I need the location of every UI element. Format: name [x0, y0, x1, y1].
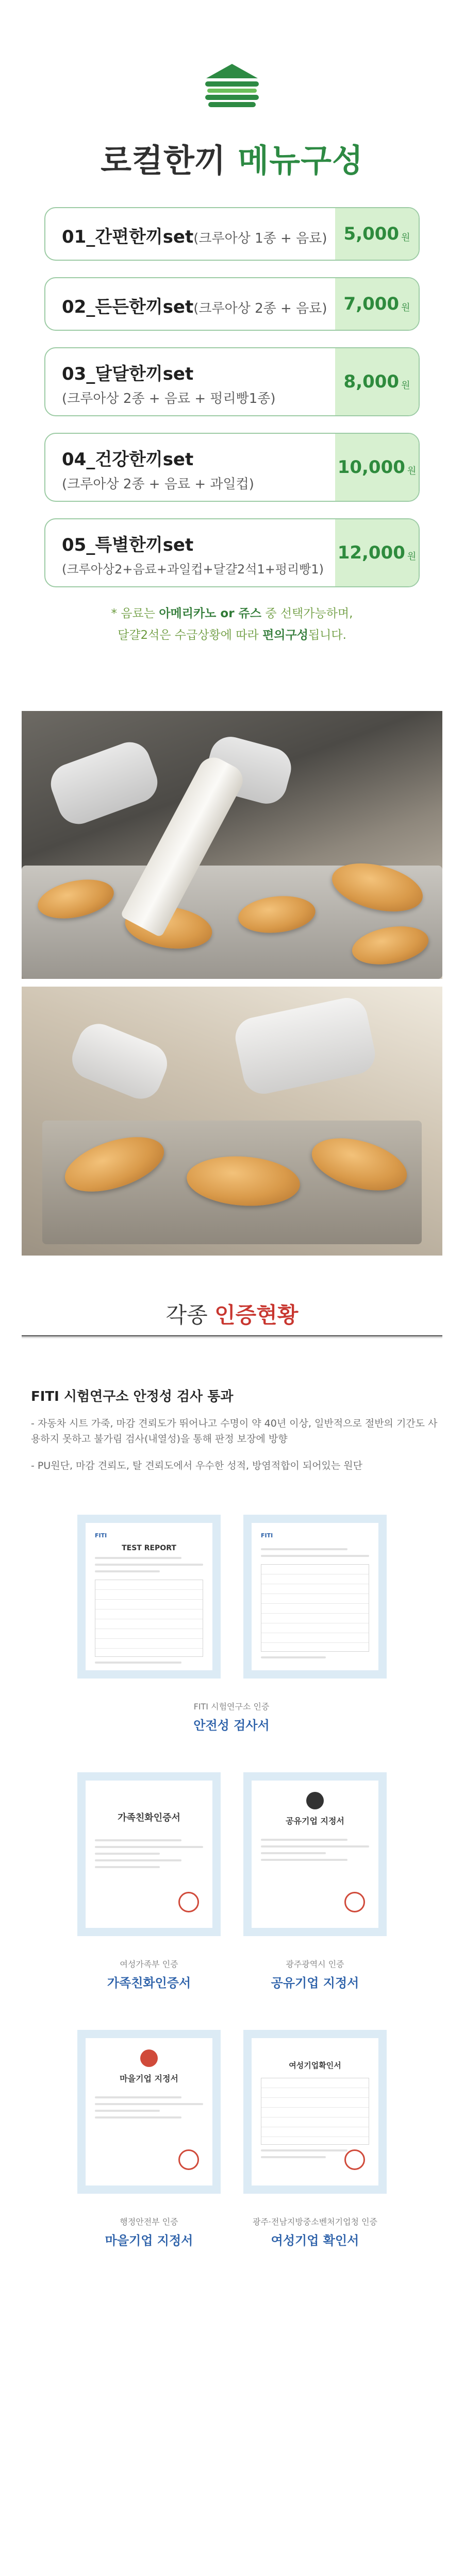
document-image	[252, 1523, 378, 1670]
seal-icon	[344, 1892, 365, 1912]
caption-sub: 여성가족부 인증	[120, 1959, 178, 1969]
bakery-photo-2	[22, 987, 442, 1256]
menu-item-4	[44, 433, 420, 502]
menu-note-line1	[0, 603, 464, 624]
menu-item-price-box	[335, 348, 419, 415]
menu-item-price: 12,000	[337, 543, 405, 563]
divider	[22, 1335, 442, 1336]
caption-main: 여성기업 확인서	[271, 2233, 359, 2248]
menu-note	[0, 603, 464, 646]
doc-header: 가족친화인증서	[118, 1812, 180, 1823]
note-highlight: 아메리카노 or 쥬스	[159, 607, 261, 620]
document-image	[252, 2038, 378, 2185]
menu-item-price-box	[335, 208, 419, 260]
menu-item-won: 원	[401, 380, 410, 391]
cert-doc-family	[77, 1772, 221, 1936]
menu-note-line2	[0, 624, 464, 646]
menu-item-detail: (크루아상 1종 + 음료)	[193, 231, 327, 246]
menu-item-price-box	[335, 434, 419, 501]
caption-main: 공유기업 지정서	[271, 1976, 359, 1990]
cert-desc-1: - 자동차 시트 가죽, 마감 견뢰도가 뛰어나고 수명이 약 40년 이상, 일반적으로 절반의 기간도 사용하지 못하고 불가림 검사(내열성)을 통해 판정 보장에 방향	[31, 1418, 438, 1445]
menu-item-price: 7,000	[343, 294, 400, 314]
emblem-icon	[140, 2049, 158, 2067]
doc-header: 마을기업 지정서	[120, 2074, 178, 2083]
cert-title	[0, 1298, 464, 1329]
cert-title-part2: 인증현황	[214, 1302, 299, 1328]
menu-item-name: 02_든든한끼set	[62, 297, 194, 317]
glove	[66, 1018, 173, 1105]
menu-item-detail: (크루아상 2종 + 음료 + 과일컵)	[62, 477, 254, 492]
menu-item-5	[44, 518, 420, 587]
seal-icon	[344, 2149, 365, 2170]
cert-title-part1: 각종	[165, 1302, 208, 1328]
glove	[231, 994, 379, 1098]
menu-title-part1: 로컬한끼	[101, 142, 226, 179]
cert-caption-4	[243, 1958, 387, 1991]
document-image	[86, 1781, 212, 1928]
menu-title	[0, 135, 464, 181]
menu-item-name: 05_특별한끼set	[62, 535, 194, 555]
divider	[22, 1337, 442, 1338]
sandwich-icon	[200, 61, 264, 110]
note-text: 중 선택가능하며,	[265, 607, 353, 620]
menu-item-won: 원	[401, 232, 410, 243]
caption-sub: 광주·전남지방중소벤처기업청 인증	[252, 2217, 377, 2227]
menu-item-name: 03_달달한끼set	[62, 364, 194, 384]
note-text: 달걀2석은 수급상황에 따라	[118, 629, 259, 642]
doc-logo: FITI	[261, 1532, 273, 1539]
menu-item-won: 원	[401, 302, 410, 313]
caption-main: 마을기업 지정서	[105, 2233, 193, 2248]
note-highlight: 편의구성	[262, 629, 308, 642]
seal-icon	[178, 2149, 199, 2170]
menu-title-part2: 메뉴구성	[238, 142, 363, 179]
menu-item-detail: (크루아상 2종 + 음료 + 펑리빵1종)	[62, 391, 276, 406]
cert-desc-2: - PU원단, 마감 견뢰도, 탈 견뢰도에서 우수한 성적, 방염적합이 되어있는 원단	[31, 1460, 363, 1471]
document-image	[86, 2038, 212, 2185]
caption-sub: 광주광역시 인증	[286, 1959, 344, 1969]
cert-doc-women	[243, 2030, 387, 2194]
seal-icon	[178, 1892, 199, 1912]
bakery-photo-1	[22, 711, 442, 979]
menu-item-2	[44, 277, 420, 331]
cert-subtitle: FITI 시험연구소 안정성 검사 통과	[31, 1389, 234, 1404]
menu-item-detail: (크루아상2+음료+과일컵+달걀2석1+펑리빵1)	[62, 562, 324, 577]
caption-main: 가족친화인증서	[107, 1976, 191, 1990]
menu-item-price-box	[335, 519, 419, 586]
cert-caption-5	[77, 2215, 221, 2248]
cert-doc-village	[77, 2030, 221, 2194]
doc-header: TEST REPORT	[122, 1544, 176, 1552]
caption-main: 안전성 검사서	[193, 1718, 270, 1733]
menu-item-won: 원	[407, 466, 417, 477]
cert-doc-sharing	[243, 1772, 387, 1936]
document-image	[86, 1523, 212, 1670]
menu-section	[0, 0, 464, 675]
emblem-icon	[306, 1792, 324, 1809]
doc-header: 공유기업 지정서	[286, 1816, 344, 1826]
menu-item-price: 10,000	[337, 457, 405, 478]
doc-logo: FITI	[95, 1532, 107, 1539]
cert-caption-1	[160, 1700, 303, 1733]
menu-item-name: 01_간편한끼set	[62, 227, 194, 247]
document-image	[252, 1781, 378, 1928]
note-text: * 음료는	[111, 607, 155, 620]
menu-item-name: 04_건강한끼set	[62, 449, 194, 470]
menu-item-3	[44, 347, 420, 416]
menu-item-1	[44, 207, 420, 261]
menu-item-price: 8,000	[343, 371, 400, 392]
menu-item-price: 5,000	[343, 224, 400, 244]
cert-caption-6	[243, 2215, 387, 2248]
cert-caption-3	[77, 1958, 221, 1991]
menu-item-won: 원	[407, 551, 417, 562]
caption-sub: 행정안전부 인증	[120, 2217, 178, 2227]
doc-header: 여성기업확인서	[289, 2061, 341, 2070]
menu-item-detail: (크루아상 2종 + 음료)	[193, 301, 327, 316]
cert-doc-test-report	[77, 1515, 221, 1679]
menu-item-price-box	[335, 278, 419, 330]
caption-sub: FITI 시험연구소 인증	[193, 1702, 270, 1711]
note-text: 됩니다.	[308, 629, 346, 642]
cert-doc-test-report-2	[243, 1515, 387, 1679]
glove	[45, 736, 163, 829]
